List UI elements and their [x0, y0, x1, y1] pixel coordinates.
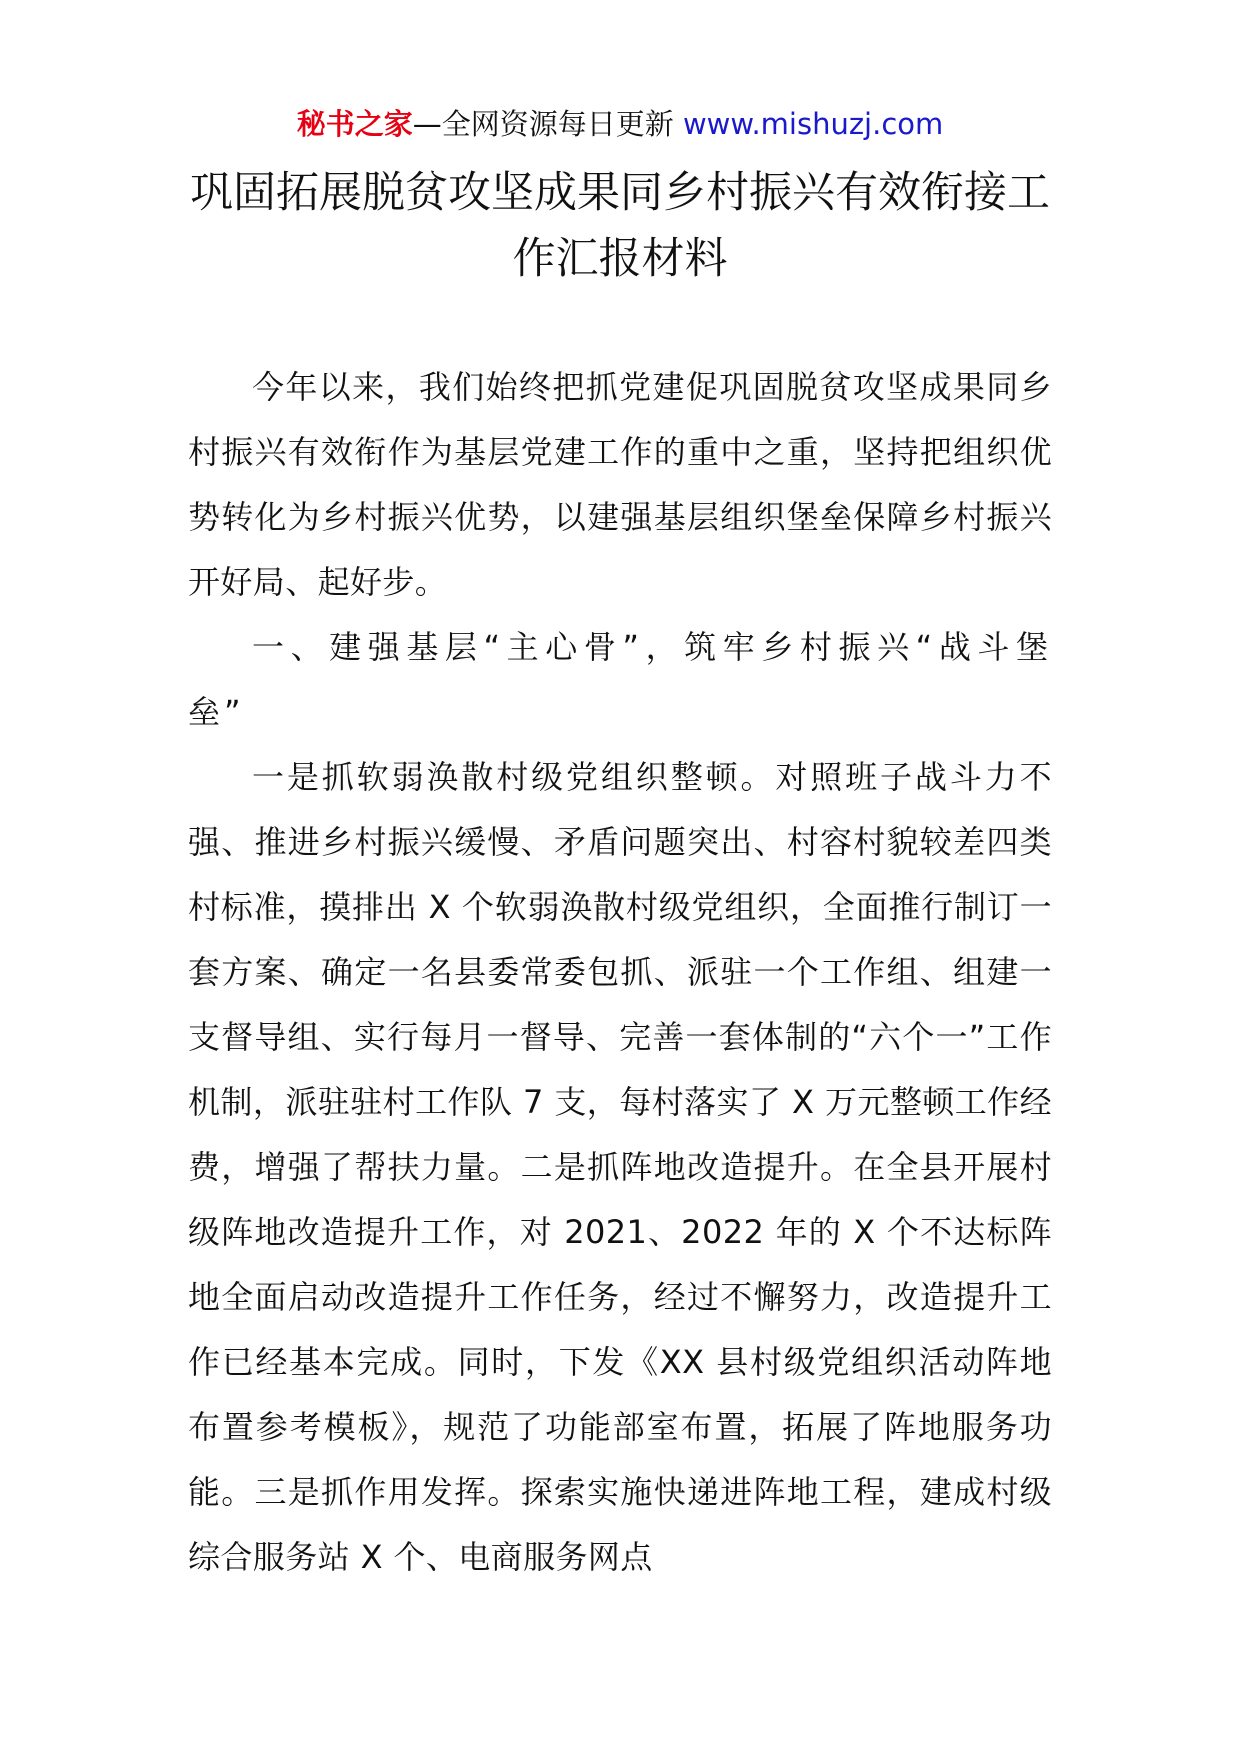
site-url[interactable]: www.mishuzj.com	[682, 107, 944, 141]
site-header	[0, 100, 1240, 148]
document-body	[188, 355, 1052, 1590]
intro-paragraph: 今年以来，我们始终把抓党建促巩固脱贫攻坚成果同乡村振兴有效衔作为基层党建工作的重中之重，坚持把组织优势转化为乡村振兴优势，以建强基层组织堡垒保障乡村振兴开好局、起好步。	[188, 368, 1052, 601]
section-heading: 一、建强基层“主心骨”，筑牢乡村振兴“战斗堡垒”	[188, 628, 1052, 731]
header-tagline: —全网资源每日更新	[412, 107, 683, 141]
body-paragraph: 一是抓软弱涣散村级党组织整顿。对照班子战斗力不强、推进乡村振兴缓慢、矛盾问题突出、村容村貌较差四类村标准，摸排出 X 个软弱涣散村级党组织，全面推行制订一套方案、确定一名县委常委包抓、派驻一个工作组、组建一支督导组、实行每月一督导、完善一套体制的“六个一”工作机制，派驻驻村工作队 7 支，每村落实了 X 万元整顿工作经费，增强了帮扶力量。二是抓阵地改造提升。在全县开展村级阵地改造提升工作，对 2021、2022 年的 X 个不达标阵地全面启动改造提升工作任务，经过不懈努力，改造提升工作已经基本完成。同时，下发《XX 县村级党组织活动阵地布置参考模板》，规范了功能部室布置，拓展了阵地服务功能。三是抓作用发挥。探索实施快递进阵地工程，建成村级综合服务站 X 个、电商服务网点	[188, 758, 1052, 1576]
brand-name: 秘书之家	[296, 107, 413, 141]
document-title: 巩固拓展脱贫攻坚成果同乡村振兴有效衔接工作汇报材料	[190, 168, 1050, 284]
